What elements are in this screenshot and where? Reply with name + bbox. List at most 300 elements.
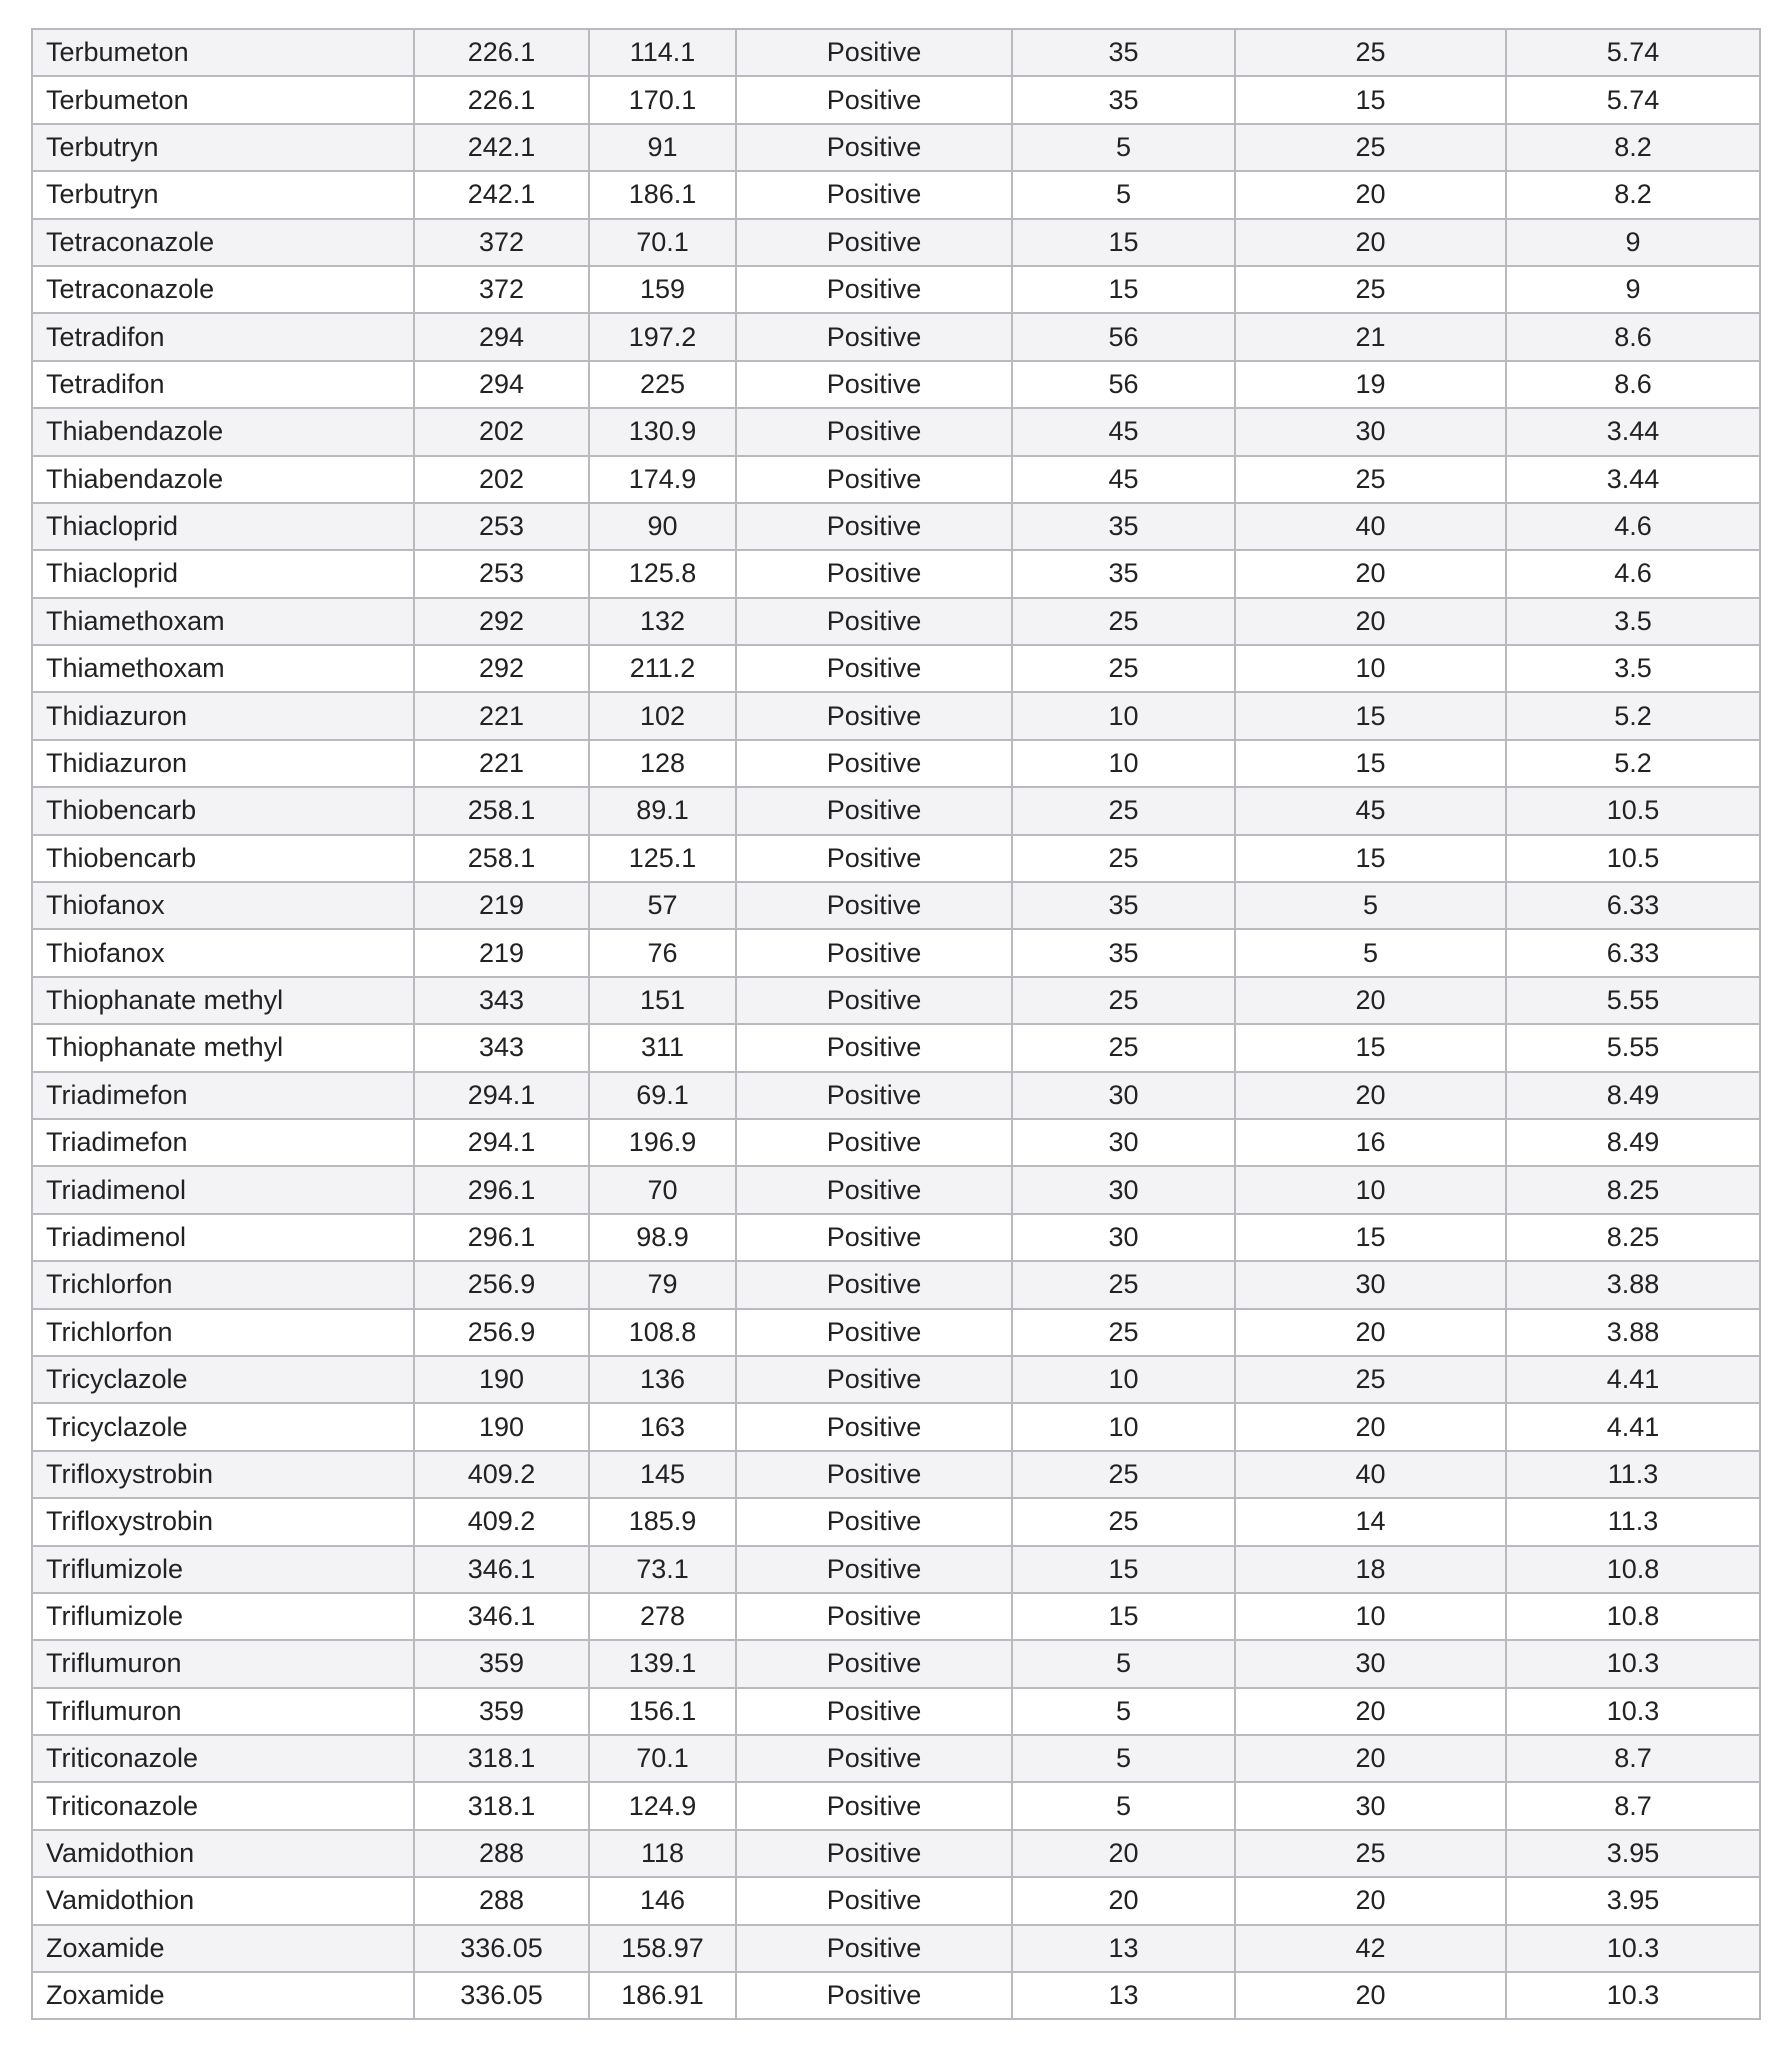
polarity-cell: Positive — [736, 1593, 1012, 1640]
compound-name-cell: Thiamethoxam — [32, 598, 414, 645]
product-ion-cell: 79 — [589, 1261, 736, 1308]
product-ion-cell: 158.97 — [589, 1925, 736, 1972]
compound-name-cell: Triticonazole — [32, 1782, 414, 1829]
product-ion-cell: 125.8 — [589, 550, 736, 597]
collision-energy-cell: 20 — [1235, 1688, 1506, 1735]
product-ion-cell: 211.2 — [589, 645, 736, 692]
table-row — [32, 1735, 1760, 1782]
compound-name-cell: Triflumizole — [32, 1593, 414, 1640]
product-ion-cell: 170.1 — [589, 76, 736, 123]
table-row — [32, 1546, 1760, 1593]
collision-energy-cell: 30 — [1235, 408, 1506, 455]
compound-name-cell: Vamidothion — [32, 1877, 414, 1924]
data-table-container — [31, 28, 1761, 2020]
cone-voltage-cell: 5 — [1012, 171, 1235, 218]
retention-time-cell: 8.49 — [1506, 1119, 1760, 1166]
table-row — [32, 1925, 1760, 1972]
polarity-cell: Positive — [736, 787, 1012, 834]
collision-energy-cell: 30 — [1235, 1640, 1506, 1687]
table-row — [32, 1782, 1760, 1829]
precursor-ion-cell: 258.1 — [414, 787, 589, 834]
table-row — [32, 124, 1760, 171]
precursor-ion-cell: 343 — [414, 1024, 589, 1071]
precursor-ion-cell: 226.1 — [414, 29, 589, 76]
retention-time-cell: 8.2 — [1506, 124, 1760, 171]
retention-time-cell: 4.41 — [1506, 1403, 1760, 1450]
polarity-cell: Positive — [736, 1261, 1012, 1308]
compound-name-cell: Tetradifon — [32, 361, 414, 408]
cone-voltage-cell: 35 — [1012, 929, 1235, 976]
cone-voltage-cell: 25 — [1012, 1261, 1235, 1308]
retention-time-cell: 8.2 — [1506, 171, 1760, 218]
compound-name-cell: Trifloxystrobin — [32, 1451, 414, 1498]
precursor-ion-cell: 296.1 — [414, 1166, 589, 1213]
table-row — [32, 503, 1760, 550]
polarity-cell: Positive — [736, 1925, 1012, 1972]
product-ion-cell: 70.1 — [589, 1735, 736, 1782]
table-row — [32, 740, 1760, 787]
table-row — [32, 598, 1760, 645]
product-ion-cell: 185.9 — [589, 1498, 736, 1545]
polarity-cell: Positive — [736, 977, 1012, 1024]
collision-energy-cell: 42 — [1235, 1925, 1506, 1972]
retention-time-cell: 8.49 — [1506, 1072, 1760, 1119]
cone-voltage-cell: 25 — [1012, 787, 1235, 834]
table-row — [32, 266, 1760, 313]
precursor-ion-cell: 359 — [414, 1640, 589, 1687]
collision-energy-cell: 25 — [1235, 124, 1506, 171]
collision-energy-cell: 20 — [1235, 1972, 1506, 2019]
compound-name-cell: Thiofanox — [32, 882, 414, 929]
polarity-cell: Positive — [736, 266, 1012, 313]
compound-name-cell: Tricyclazole — [32, 1356, 414, 1403]
precursor-ion-cell: 372 — [414, 219, 589, 266]
product-ion-cell: 151 — [589, 977, 736, 1024]
polarity-cell: Positive — [736, 882, 1012, 929]
table-row — [32, 1166, 1760, 1213]
polarity-cell: Positive — [736, 645, 1012, 692]
product-ion-cell: 311 — [589, 1024, 736, 1071]
product-ion-cell: 91 — [589, 124, 736, 171]
product-ion-cell: 114.1 — [589, 29, 736, 76]
polarity-cell: Positive — [736, 29, 1012, 76]
compound-name-cell: Thiophanate methyl — [32, 1024, 414, 1071]
collision-energy-cell: 40 — [1235, 503, 1506, 550]
polarity-cell: Positive — [736, 1451, 1012, 1498]
cone-voltage-cell: 30 — [1012, 1214, 1235, 1261]
collision-energy-cell: 30 — [1235, 1261, 1506, 1308]
product-ion-cell: 136 — [589, 1356, 736, 1403]
polarity-cell: Positive — [736, 1972, 1012, 2019]
cone-voltage-cell: 20 — [1012, 1877, 1235, 1924]
polarity-cell: Positive — [736, 1640, 1012, 1687]
compound-name-cell: Zoxamide — [32, 1972, 414, 2019]
compound-name-cell: Terbutryn — [32, 171, 414, 218]
product-ion-cell: 145 — [589, 1451, 736, 1498]
compound-name-cell: Thiabendazole — [32, 408, 414, 455]
collision-energy-cell: 19 — [1235, 361, 1506, 408]
polarity-cell: Positive — [736, 1166, 1012, 1213]
compound-name-cell: Trifloxystrobin — [32, 1498, 414, 1545]
cone-voltage-cell: 35 — [1012, 882, 1235, 929]
product-ion-cell: 73.1 — [589, 1546, 736, 1593]
cone-voltage-cell: 30 — [1012, 1072, 1235, 1119]
collision-energy-cell: 20 — [1235, 550, 1506, 597]
collision-energy-cell: 20 — [1235, 171, 1506, 218]
cone-voltage-cell: 15 — [1012, 1593, 1235, 1640]
collision-energy-cell: 10 — [1235, 1166, 1506, 1213]
cone-voltage-cell: 5 — [1012, 1688, 1235, 1735]
cone-voltage-cell: 25 — [1012, 1451, 1235, 1498]
precursor-ion-cell: 359 — [414, 1688, 589, 1735]
cone-voltage-cell: 13 — [1012, 1972, 1235, 2019]
precursor-ion-cell: 242.1 — [414, 171, 589, 218]
table-row — [32, 1214, 1760, 1261]
collision-energy-cell: 21 — [1235, 313, 1506, 360]
precursor-ion-cell: 296.1 — [414, 1214, 589, 1261]
cone-voltage-cell: 56 — [1012, 361, 1235, 408]
retention-time-cell: 6.33 — [1506, 929, 1760, 976]
collision-energy-cell: 20 — [1235, 1735, 1506, 1782]
product-ion-cell: 196.9 — [589, 1119, 736, 1166]
precursor-ion-cell: 336.05 — [414, 1925, 589, 1972]
polarity-cell: Positive — [736, 1024, 1012, 1071]
cone-voltage-cell: 56 — [1012, 313, 1235, 360]
cone-voltage-cell: 35 — [1012, 550, 1235, 597]
retention-time-cell: 10.3 — [1506, 1688, 1760, 1735]
precursor-ion-cell: 190 — [414, 1356, 589, 1403]
precursor-ion-cell: 258.1 — [414, 835, 589, 882]
retention-time-cell: 5.2 — [1506, 740, 1760, 787]
product-ion-cell: 98.9 — [589, 1214, 736, 1261]
compound-name-cell: Tetraconazole — [32, 266, 414, 313]
table-row — [32, 313, 1760, 360]
compound-name-cell: Triflumuron — [32, 1688, 414, 1735]
collision-energy-cell: 25 — [1235, 1830, 1506, 1877]
collision-energy-cell: 20 — [1235, 219, 1506, 266]
compound-name-cell: Tetradifon — [32, 313, 414, 360]
cone-voltage-cell: 25 — [1012, 598, 1235, 645]
collision-energy-cell: 25 — [1235, 1356, 1506, 1403]
table-row — [32, 1877, 1760, 1924]
table-row — [32, 1356, 1760, 1403]
table-row — [32, 1593, 1760, 1640]
compound-name-cell: Zoxamide — [32, 1925, 414, 1972]
compound-name-cell: Thiabendazole — [32, 456, 414, 503]
compound-name-cell: Triticonazole — [32, 1735, 414, 1782]
precursor-ion-cell: 253 — [414, 550, 589, 597]
cone-voltage-cell: 5 — [1012, 124, 1235, 171]
product-ion-cell: 197.2 — [589, 313, 736, 360]
table-row — [32, 1640, 1760, 1687]
precursor-ion-cell: 256.9 — [414, 1261, 589, 1308]
compound-name-cell: Thiofanox — [32, 929, 414, 976]
polarity-cell: Positive — [736, 1877, 1012, 1924]
product-ion-cell: 76 — [589, 929, 736, 976]
retention-time-cell: 5.55 — [1506, 1024, 1760, 1071]
precursor-ion-cell: 409.2 — [414, 1498, 589, 1545]
product-ion-cell: 156.1 — [589, 1688, 736, 1735]
polarity-cell: Positive — [736, 1072, 1012, 1119]
retention-time-cell: 10.3 — [1506, 1640, 1760, 1687]
collision-energy-cell: 30 — [1235, 1782, 1506, 1829]
precursor-ion-cell: 288 — [414, 1877, 589, 1924]
cone-voltage-cell: 10 — [1012, 1356, 1235, 1403]
table-row — [32, 1119, 1760, 1166]
compound-name-cell: Vamidothion — [32, 1830, 414, 1877]
cone-voltage-cell: 45 — [1012, 456, 1235, 503]
polarity-cell: Positive — [736, 1403, 1012, 1450]
collision-energy-cell: 40 — [1235, 1451, 1506, 1498]
cone-voltage-cell: 35 — [1012, 29, 1235, 76]
product-ion-cell: 102 — [589, 692, 736, 739]
table-row — [32, 171, 1760, 218]
table-row — [32, 787, 1760, 834]
table-row — [32, 1309, 1760, 1356]
retention-time-cell: 5.74 — [1506, 29, 1760, 76]
retention-time-cell: 3.88 — [1506, 1261, 1760, 1308]
table-row — [32, 29, 1760, 76]
product-ion-cell: 278 — [589, 1593, 736, 1640]
retention-time-cell: 10.3 — [1506, 1972, 1760, 2019]
product-ion-cell: 108.8 — [589, 1309, 736, 1356]
compound-name-cell: Triflumuron — [32, 1640, 414, 1687]
table-row — [32, 692, 1760, 739]
retention-time-cell: 3.5 — [1506, 598, 1760, 645]
cone-voltage-cell: 5 — [1012, 1640, 1235, 1687]
compound-name-cell: Thiacloprid — [32, 503, 414, 550]
table-row — [32, 361, 1760, 408]
table-body — [32, 29, 1760, 2019]
collision-energy-cell: 15 — [1235, 835, 1506, 882]
retention-time-cell: 3.44 — [1506, 456, 1760, 503]
table-row — [32, 977, 1760, 1024]
table-row — [32, 456, 1760, 503]
cone-voltage-cell: 15 — [1012, 1546, 1235, 1593]
collision-energy-cell: 16 — [1235, 1119, 1506, 1166]
precursor-ion-cell: 372 — [414, 266, 589, 313]
retention-time-cell: 9 — [1506, 219, 1760, 266]
cone-voltage-cell: 25 — [1012, 977, 1235, 1024]
collision-energy-cell: 20 — [1235, 1877, 1506, 1924]
polarity-cell: Positive — [736, 598, 1012, 645]
cone-voltage-cell: 25 — [1012, 1309, 1235, 1356]
table-row — [32, 76, 1760, 123]
cone-voltage-cell: 30 — [1012, 1166, 1235, 1213]
polarity-cell: Positive — [736, 171, 1012, 218]
cone-voltage-cell: 5 — [1012, 1735, 1235, 1782]
data-table — [31, 28, 1761, 2020]
collision-energy-cell: 5 — [1235, 929, 1506, 976]
table-row — [32, 1498, 1760, 1545]
retention-time-cell: 8.6 — [1506, 313, 1760, 360]
collision-energy-cell: 18 — [1235, 1546, 1506, 1593]
collision-energy-cell: 10 — [1235, 645, 1506, 692]
retention-time-cell: 3.88 — [1506, 1309, 1760, 1356]
retention-time-cell: 8.7 — [1506, 1735, 1760, 1782]
product-ion-cell: 174.9 — [589, 456, 736, 503]
precursor-ion-cell: 346.1 — [414, 1593, 589, 1640]
retention-time-cell: 3.95 — [1506, 1830, 1760, 1877]
table-row — [32, 1972, 1760, 2019]
collision-energy-cell: 20 — [1235, 1309, 1506, 1356]
cone-voltage-cell: 20 — [1012, 1830, 1235, 1877]
polarity-cell: Positive — [736, 219, 1012, 266]
retention-time-cell: 8.6 — [1506, 361, 1760, 408]
product-ion-cell: 186.1 — [589, 171, 736, 218]
table-row — [32, 645, 1760, 692]
retention-time-cell: 10.8 — [1506, 1593, 1760, 1640]
polarity-cell: Positive — [736, 1498, 1012, 1545]
precursor-ion-cell: 336.05 — [414, 1972, 589, 2019]
compound-name-cell: Triflumizole — [32, 1546, 414, 1593]
table-row — [32, 1830, 1760, 1877]
retention-time-cell: 5.55 — [1506, 977, 1760, 1024]
compound-name-cell: Thiacloprid — [32, 550, 414, 597]
precursor-ion-cell: 292 — [414, 598, 589, 645]
precursor-ion-cell: 288 — [414, 1830, 589, 1877]
product-ion-cell: 139.1 — [589, 1640, 736, 1687]
collision-energy-cell: 25 — [1235, 29, 1506, 76]
polarity-cell: Positive — [736, 1309, 1012, 1356]
polarity-cell: Positive — [736, 1214, 1012, 1261]
polarity-cell: Positive — [736, 408, 1012, 455]
retention-time-cell: 10.3 — [1506, 1925, 1760, 1972]
table-row — [32, 882, 1760, 929]
polarity-cell: Positive — [736, 1356, 1012, 1403]
collision-energy-cell: 45 — [1235, 787, 1506, 834]
precursor-ion-cell: 202 — [414, 456, 589, 503]
cone-voltage-cell: 35 — [1012, 503, 1235, 550]
cone-voltage-cell: 45 — [1012, 408, 1235, 455]
retention-time-cell: 3.5 — [1506, 645, 1760, 692]
retention-time-cell: 5.2 — [1506, 692, 1760, 739]
retention-time-cell: 3.95 — [1506, 1877, 1760, 1924]
compound-name-cell: Thiobencarb — [32, 835, 414, 882]
product-ion-cell: 130.9 — [589, 408, 736, 455]
compound-name-cell: Terbumeton — [32, 29, 414, 76]
compound-name-cell: Trichlorfon — [32, 1309, 414, 1356]
compound-name-cell: Triadimenol — [32, 1214, 414, 1261]
retention-time-cell: 10.8 — [1506, 1546, 1760, 1593]
table-row — [32, 835, 1760, 882]
table-row — [32, 1403, 1760, 1450]
cone-voltage-cell: 25 — [1012, 1498, 1235, 1545]
product-ion-cell: 159 — [589, 266, 736, 313]
precursor-ion-cell: 409.2 — [414, 1451, 589, 1498]
compound-name-cell: Triadimefon — [32, 1072, 414, 1119]
polarity-cell: Positive — [736, 76, 1012, 123]
cone-voltage-cell: 30 — [1012, 1119, 1235, 1166]
retention-time-cell: 4.41 — [1506, 1356, 1760, 1403]
precursor-ion-cell: 343 — [414, 977, 589, 1024]
product-ion-cell: 90 — [589, 503, 736, 550]
retention-time-cell: 10.5 — [1506, 787, 1760, 834]
cone-voltage-cell: 5 — [1012, 1782, 1235, 1829]
collision-energy-cell: 25 — [1235, 266, 1506, 313]
collision-energy-cell: 25 — [1235, 456, 1506, 503]
table-row — [32, 1072, 1760, 1119]
precursor-ion-cell: 219 — [414, 882, 589, 929]
precursor-ion-cell: 294 — [414, 313, 589, 360]
compound-name-cell: Thidiazuron — [32, 740, 414, 787]
polarity-cell: Positive — [736, 740, 1012, 787]
compound-name-cell: Tetraconazole — [32, 219, 414, 266]
polarity-cell: Positive — [736, 1830, 1012, 1877]
table-row — [32, 219, 1760, 266]
table-row — [32, 1024, 1760, 1071]
polarity-cell: Positive — [736, 503, 1012, 550]
compound-name-cell: Triadimefon — [32, 1119, 414, 1166]
precursor-ion-cell: 221 — [414, 692, 589, 739]
retention-time-cell: 8.7 — [1506, 1782, 1760, 1829]
precursor-ion-cell: 318.1 — [414, 1735, 589, 1782]
collision-energy-cell: 15 — [1235, 692, 1506, 739]
polarity-cell: Positive — [736, 1688, 1012, 1735]
precursor-ion-cell: 294.1 — [414, 1072, 589, 1119]
precursor-ion-cell: 202 — [414, 408, 589, 455]
precursor-ion-cell: 219 — [414, 929, 589, 976]
polarity-cell: Positive — [736, 929, 1012, 976]
precursor-ion-cell: 346.1 — [414, 1546, 589, 1593]
retention-time-cell: 6.33 — [1506, 882, 1760, 929]
table-row — [32, 550, 1760, 597]
product-ion-cell: 70 — [589, 1166, 736, 1213]
precursor-ion-cell: 256.9 — [414, 1309, 589, 1356]
polarity-cell: Positive — [736, 1119, 1012, 1166]
table-row — [32, 929, 1760, 976]
product-ion-cell: 132 — [589, 598, 736, 645]
collision-energy-cell: 20 — [1235, 977, 1506, 1024]
retention-time-cell: 8.25 — [1506, 1166, 1760, 1213]
table-row — [32, 1688, 1760, 1735]
cone-voltage-cell: 10 — [1012, 1403, 1235, 1450]
retention-time-cell: 8.25 — [1506, 1214, 1760, 1261]
polarity-cell: Positive — [736, 692, 1012, 739]
precursor-ion-cell: 253 — [414, 503, 589, 550]
cone-voltage-cell: 25 — [1012, 1024, 1235, 1071]
compound-name-cell: Thiobencarb — [32, 787, 414, 834]
compound-name-cell: Thidiazuron — [32, 692, 414, 739]
precursor-ion-cell: 242.1 — [414, 124, 589, 171]
precursor-ion-cell: 190 — [414, 1403, 589, 1450]
collision-energy-cell: 20 — [1235, 1072, 1506, 1119]
product-ion-cell: 146 — [589, 1877, 736, 1924]
collision-energy-cell: 15 — [1235, 76, 1506, 123]
retention-time-cell: 11.3 — [1506, 1451, 1760, 1498]
product-ion-cell: 69.1 — [589, 1072, 736, 1119]
table-row — [32, 1261, 1760, 1308]
polarity-cell: Positive — [736, 550, 1012, 597]
polarity-cell: Positive — [736, 1782, 1012, 1829]
collision-energy-cell: 20 — [1235, 1403, 1506, 1450]
polarity-cell: Positive — [736, 456, 1012, 503]
collision-energy-cell: 10 — [1235, 1593, 1506, 1640]
collision-energy-cell: 20 — [1235, 598, 1506, 645]
retention-time-cell: 4.6 — [1506, 503, 1760, 550]
product-ion-cell: 225 — [589, 361, 736, 408]
cone-voltage-cell: 13 — [1012, 1925, 1235, 1972]
cone-voltage-cell: 25 — [1012, 645, 1235, 692]
retention-time-cell: 9 — [1506, 266, 1760, 313]
cone-voltage-cell: 10 — [1012, 692, 1235, 739]
polarity-cell: Positive — [736, 835, 1012, 882]
precursor-ion-cell: 226.1 — [414, 76, 589, 123]
compound-name-cell: Thiamethoxam — [32, 645, 414, 692]
product-ion-cell: 186.91 — [589, 1972, 736, 2019]
retention-time-cell: 5.74 — [1506, 76, 1760, 123]
polarity-cell: Positive — [736, 361, 1012, 408]
